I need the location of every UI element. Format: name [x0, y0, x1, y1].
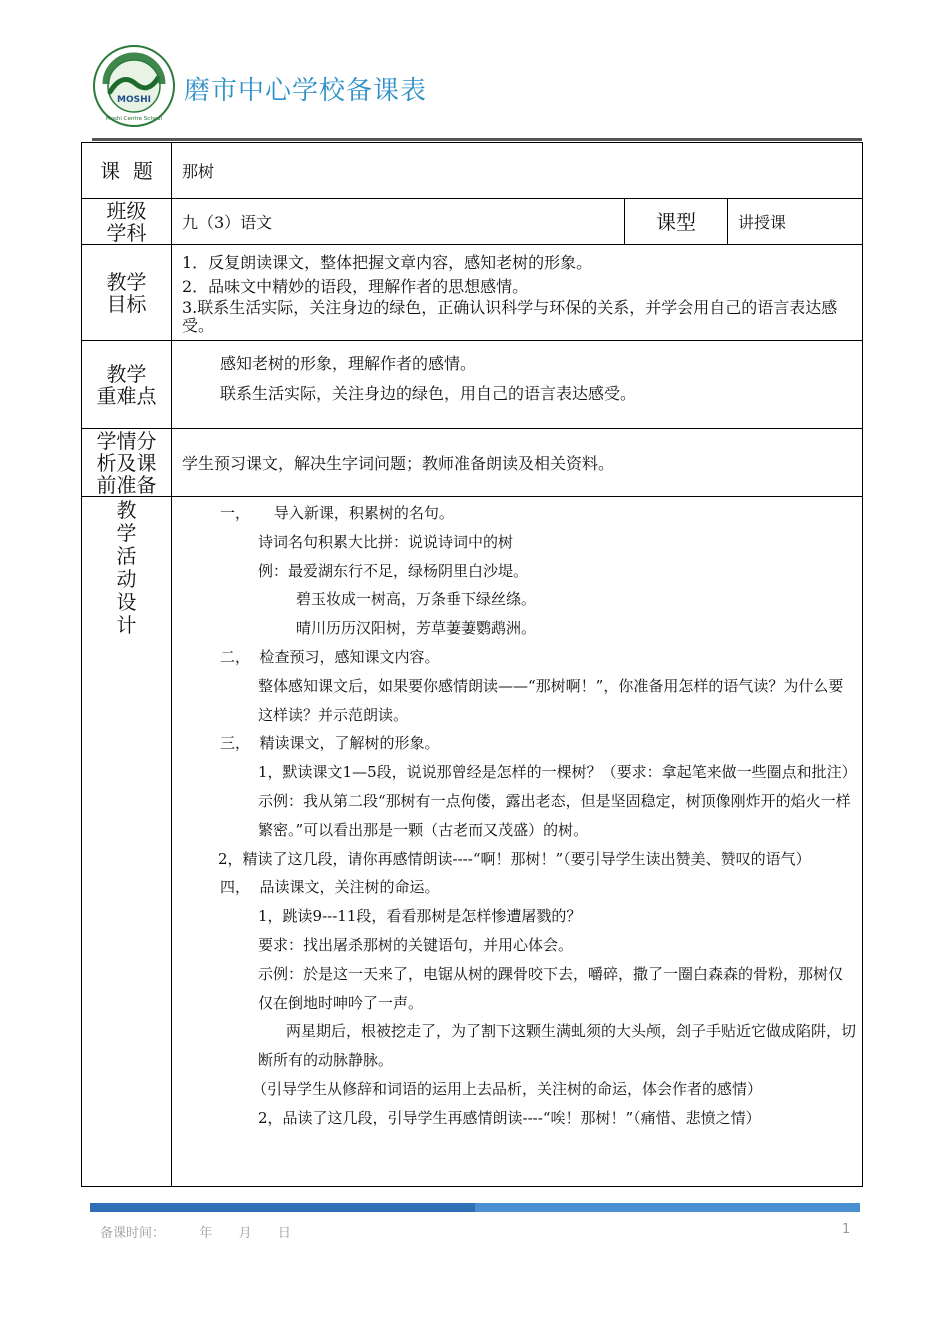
activities-label-char: 学 — [116, 521, 137, 545]
activities-label-char: 动 — [116, 567, 137, 591]
goal-item: 2．品味文中精妙的语段，理解作者的思想感情。 — [182, 276, 529, 296]
activities-label-char: 活 — [116, 544, 137, 568]
footer-month: 月 — [238, 1226, 252, 1241]
lesson-type-label: 课型 — [625, 199, 728, 245]
goal-item: 1．反复朗读课文，整体把握文章内容，感知老树的形象。 — [182, 252, 593, 272]
class-label-line2: 学科 — [106, 220, 147, 245]
activity-line: 碧玉妆成一树高，万条垂下绿丝绦。 — [296, 590, 537, 609]
prep-label-line1: 学情分 — [96, 428, 157, 453]
class-label — [82, 199, 172, 245]
activities-label-char: 教 — [116, 498, 137, 522]
key-points-label-line1: 教学 — [106, 361, 147, 386]
activity-line: 晴川历历汉阳树，芳草萋萋鹦鹉洲。 — [296, 619, 537, 638]
svg-text:MOSHI: MOSHI — [117, 95, 151, 105]
footer-date-label: 备课时间： — [100, 1226, 166, 1241]
svg-text:Moshi Centre School: Moshi Centre School — [105, 116, 163, 122]
key-point-item: 联系生活实际，关注身边的绿色，用自己的语言表达感受。 — [220, 384, 637, 403]
topic-label: 课 题 — [82, 143, 172, 199]
key-point-item: 感知老树的形象，理解作者的感情。 — [220, 354, 477, 373]
key-points-label-line2: 重难点 — [96, 383, 157, 408]
key-points-label — [82, 341, 172, 429]
activity-line: 整体感知课文后，如果要你感情朗读——“那树啊！”，你准备用怎样的语气读？为什么要这样读？并示范朗读。 — [258, 676, 844, 724]
school-logo — [92, 44, 176, 128]
footer-date — [100, 1222, 291, 1241]
page-header — [88, 40, 868, 140]
footer-bar — [90, 1203, 860, 1212]
activity-line: 2，精读了这几段，请你再感情朗读----“啊！那树！”（要引导学生读出赞美、赞叹的语气） — [218, 849, 811, 868]
activity-heading: 二， 检查预习，感知课文内容。 — [220, 647, 440, 666]
activity-line: 示例：我从第二段“那树有一点佝偻，露出老态，但是坚固稳定，树顶像刚炸开的焰火一样繁密。”可以看出那是一颗（古老而又茂盛）的树。 — [258, 791, 851, 839]
prep-label — [82, 429, 172, 497]
class-value: 九（3）语文 — [172, 199, 625, 245]
activity-heading: 三， 精读课文，了解树的形象。 — [220, 734, 440, 753]
goals-label-line1: 教学 — [106, 269, 147, 294]
goals-label-line2: 目标 — [106, 291, 147, 316]
lesson-plan-table — [81, 142, 863, 1187]
header-divider — [92, 138, 862, 141]
activities-label-char: 设 — [116, 590, 137, 614]
topic-value: 那树 — [172, 143, 863, 199]
activity-line: 1，跳读9---11段，看看那树是怎样惨遭屠戮的？ — [258, 907, 582, 926]
prep-label-line2: 析及课 — [96, 450, 157, 475]
prep-label-line3: 前准备 — [96, 472, 157, 497]
activity-line: 示例：於是这一天来了，电锯从树的踝骨咬下去，嚼碎，撒了一圈白森森的骨粉，那树仅仅在倒地时呻吟了一声。 — [258, 964, 844, 1012]
activity-heading: 四， 品读课文，关注树的命运。 — [220, 878, 440, 897]
activity-heading: 一， 导入新课，积累树的名句。 — [220, 504, 454, 522]
goals-content — [172, 245, 863, 341]
goals-label — [82, 245, 172, 341]
prep-value: 学生预习课文，解决生字词问题；教师准备朗读及相关资料。 — [172, 429, 863, 497]
footer-year: 年 — [199, 1226, 213, 1241]
activity-line: （引导学生从修辞和词语的运用上去品析，关注树的命运，体会作者的感情） — [252, 1079, 763, 1098]
activity-line: 2，品读了这几段，引导学生再感情朗读----“唉！那树！”（痛惜、悲愤之情） — [258, 1108, 761, 1127]
activity-line: 1，默读课文1—5段，说说那曾经是怎样的一棵树？（要求：拿起笔来做一些圈点和批注） — [258, 763, 857, 782]
page-number: 1 — [842, 1222, 851, 1237]
activities-label — [82, 497, 172, 1187]
footer-day: 日 — [277, 1226, 291, 1241]
class-label-line1: 班级 — [106, 198, 147, 223]
activities-content — [172, 497, 863, 1187]
goal-item: 3.联系生活实际，关注身边的绿色，正确认识科学与环保的关系，并学会用自己的语言表达感受。 — [182, 297, 838, 335]
activity-line: 例：最爱湖东行不足，绿杨阴里白沙堤。 — [258, 561, 529, 580]
activity-line: 要求：找出屠杀那树的关键语句，并用心体会。 — [258, 935, 574, 954]
activity-line: 诗词名句积累大比拼：说说诗词中的树 — [258, 532, 514, 551]
activity-line: 两星期后，根被挖走了，为了割下这颗生满虬须的大头颅，刽子手贴近它做成陷阱，切断所有的动脉静脉。 — [258, 1022, 857, 1070]
activities-label-char: 计 — [116, 613, 137, 637]
lesson-type-value: 讲授课 — [728, 199, 863, 245]
key-points-content — [172, 341, 863, 429]
school-title: 磨市中心学校备课表 — [184, 76, 428, 106]
